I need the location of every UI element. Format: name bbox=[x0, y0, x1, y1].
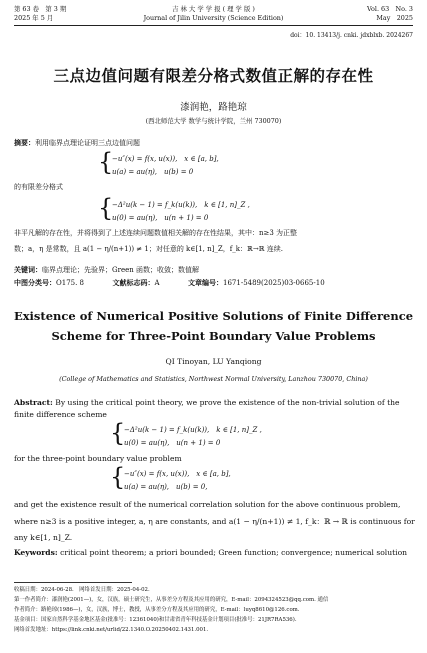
en-eq4-line2: u(a) = au(η), u(b) = 0, bbox=[124, 483, 208, 491]
cn-eq1-brace: { bbox=[98, 148, 114, 176]
cn-eq1-line1: −u″(x) = f(x, u(x)), x ∈ [a, b], bbox=[112, 155, 219, 163]
footnote-corresponding-author: 作者简介：路艳琼(1986—)，女，汉族，博士，教授，从事差分方程及其应用的研究，E-mail：luyq8610@126.com. bbox=[14, 607, 300, 613]
en-eq4-line1: −u″(x) = f(x, u(x)), x ∈ [a, b], bbox=[124, 470, 231, 478]
cn-abstract-intro: 摘要：利用临界点理论证明三点边值问题 bbox=[14, 138, 140, 147]
en-authors: QI Tinoyan, LU Yanqiong bbox=[165, 357, 262, 366]
en-eq3-line2: u(0) = au(η), u(n + 1) = 0 bbox=[124, 439, 221, 447]
footnote-received: 收稿日期：2024-06-28. 网络首发日期：2025-04-02. bbox=[14, 587, 150, 593]
cn-authors: 漆润艳，路艳琼 bbox=[180, 102, 247, 113]
cn-abstract-mid: 的有限差分格式 bbox=[14, 183, 63, 191]
en-abstract-line1: Abstract: By using the critical point theory, we prove the existence of the non-trivial solution of the bbox=[14, 398, 400, 407]
footnote-online-url[interactable]: 网络首发地址：https://link.cnki.net/urlid/22.1340.O.20250402.1431.001. bbox=[14, 627, 209, 633]
en-eq4-brace: { bbox=[110, 463, 126, 491]
cn-keywords: 关键词：临界点理论；先验界；Green 函数；收敛；数值解 bbox=[14, 265, 199, 274]
header-rule bbox=[14, 25, 413, 26]
cn-classification: 中图分类号：O175. 8 文献标志码：A 文章编号：1671-5489(2025)03-0665-10 bbox=[14, 278, 325, 287]
en-abstract-line2: finite difference scheme bbox=[14, 410, 107, 419]
cn-eq2-brace: { bbox=[98, 194, 114, 222]
en-abstract-line6: any k∈[1, n]_Z. bbox=[14, 533, 73, 542]
en-eq3-brace: { bbox=[110, 419, 126, 447]
en-title: Existence of Numerical Positive Solutions of Finite Difference Scheme for Three-Point Boundary Value Problems bbox=[13, 309, 414, 343]
en-abstract-line5: where n≥3 is a positive integer, a, η are constants, and a(1 − η/(n+1)) ≠ 1, f_k：ℝ → ℝ is continuous for bbox=[14, 517, 415, 526]
cn-eq2-line1: −Δ²u(k − 1) = f_k(u(k)), k ∈ [1, n]_Z , bbox=[112, 201, 250, 209]
en-affiliation: (College of Mathematics and Statistics, Northwest Normal University, Lanzhou 730070, China) bbox=[59, 375, 368, 383]
cn-eq1-line2: u(a) = au(η), u(b) = 0 bbox=[112, 168, 194, 176]
cn-abstract-line3: 非平凡解的存在性，并将得到了上述连续问题数值相关解的存在性结果，其中：n≥3 为正整 bbox=[14, 229, 298, 237]
footnote-funding: 基金项目：国家自然科学基金地区基金(批准号：12361040)和甘肃省青年科技基金计划项目(批准号：21JR7RA536). bbox=[14, 617, 297, 623]
en-keywords: Keywords: critical point theorem; a priori bounded; Green function; convergence; numerical solution bbox=[14, 548, 408, 557]
header-volume-en: Vol. 63 No. 3 May 2025 bbox=[367, 5, 413, 22]
cn-eq2-line2: u(0) = au(η), u(n + 1) = 0 bbox=[112, 214, 209, 222]
header-journal: 吉 林 大 学 学 报 ( 理 学 版 ) Journal of Jilin University (Science Edition) bbox=[143, 5, 284, 22]
doi[interactable]: doi：10. 13413/j. cnki. jdxblxb. 2024267 bbox=[290, 32, 413, 39]
cn-affiliation: (西北师范大学 数学与统计学院，兰州 730070) bbox=[145, 117, 282, 125]
en-abstract-line3: for the three-point boundary value problem bbox=[14, 454, 182, 463]
footnote-first-author: 第一作者简介：漆润艳(2001—)，女，汉族，硕士研究生，从事差分方程及其应用的研究，E-mail：2094324523@qq.com. 通信 bbox=[14, 597, 329, 603]
en-abstract-line4: and get the existence result of the numerical correlation solution for the above continuous problem, bbox=[14, 500, 401, 509]
cn-abstract-line4: 数；a，η 是常数，且 a(1 − η/(n+1)) ≠ 1；对任意的 k∈[1, n]_Z，f_k：ℝ→ℝ 连续. bbox=[14, 245, 284, 253]
cn-title: 三点边值问题有限差分格式数值正解的存在性 bbox=[53, 67, 374, 85]
header-volume: 第 63 卷 第 3 期 2025 年 5 月 bbox=[14, 5, 67, 22]
en-eq3-line1: −Δ²u(k − 1) = f_k(u(k)), k ∈ [1, n]_Z , bbox=[124, 426, 262, 434]
footnote-rule bbox=[14, 582, 132, 583]
